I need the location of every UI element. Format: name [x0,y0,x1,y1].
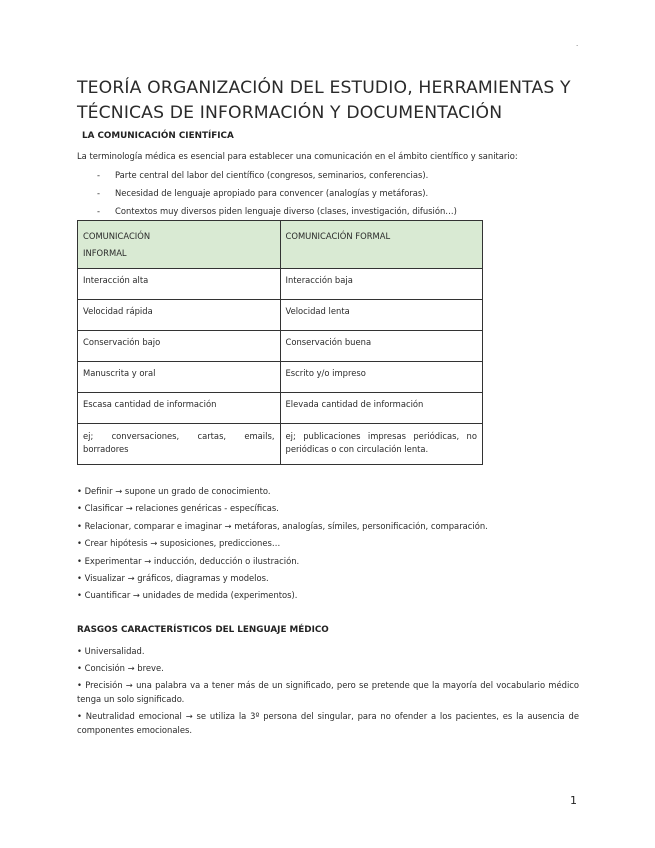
table-row [78,362,483,393]
cell-informal: Conservación bajo [78,331,281,362]
cell-formal: ej; publicaciones impresas periódicas, no periódicas o con circulación lenta. [280,424,483,465]
dash-marker: - [97,170,101,180]
header-formal: COMUNICACIÓN FORMAL [280,221,483,269]
dash-marker: - [97,206,101,216]
cell-formal: Escrito y/o impreso [280,362,483,393]
bullet-item: • Crear hipótesis → suposiciones, predicciones… [77,538,281,549]
header-informal-line2: INFORMAL [83,248,127,258]
bullet-item: • Definir → supone un grado de conocimiento. [77,486,271,496]
table-row [78,269,483,300]
trait-item: • Universalidad. [77,646,145,656]
bullet-item: • Visualizar → gráficos, diagramas y modelos. [77,572,269,583]
table-row [78,300,483,331]
bullet-item: • Clasificar → relaciones genéricas - específicas. [77,503,279,514]
skills-bullet-list [77,485,488,607]
table-row [78,424,483,465]
section-heading-rasgos: RASGOS CARACTERÍSTICOS DEL LENGUAJE MÉDICO [77,625,329,635]
cell-informal: ej; conversaciones, cartas, emails, borradores [78,424,281,465]
trait-item: • Concisión → breve. [77,663,164,673]
header-informal-line1: COMUNICACIÓN [83,231,151,241]
cell-formal: Interacción baja [280,269,483,300]
dash-list [97,168,457,222]
table-row [78,331,483,362]
list-item-text: Necesidad de lenguaje apropiado para convencer (analogías y metáforas). [115,188,429,198]
corner-mark: . [576,40,579,48]
table-row [78,393,483,424]
traits-list [77,644,579,740]
section-heading-comunicacion: LA COMUNICACIÓN CIENTÍFICA [82,131,234,141]
title-line-2: TÉCNICAS DE INFORMACIÓN Y DOCUMENTACIÓN [77,103,503,123]
dash-marker: - [97,188,101,198]
title-line-1: TEORÍA ORGANIZACIÓN DEL ESTUDIO, HERRAMIENTAS Y [77,78,571,98]
list-item [97,186,457,204]
header-informal [78,221,281,269]
trait-item: • Neutralidad emocional → se utiliza la 3º persona del singular, para no ofender a los pacientes, es la ausencia de componentes emocionales. [77,711,579,735]
bullet-item: • Cuantificar → unidades de medida (experimentos). [77,590,298,601]
document-title [77,76,597,126]
cell-formal: Elevada cantidad de información [280,393,483,424]
cell-informal: Interacción alta [78,269,281,300]
cell-formal: Velocidad lenta [280,300,483,331]
list-item-text: Contextos muy diversos piden lenguaje diverso (clases, investigación, difusión…) [115,206,457,216]
cell-informal: Manuscrita y oral [78,362,281,393]
intro-paragraph: La terminología médica es esencial para establecer una comunicación en el ámbito científico y sanitario: [77,151,518,161]
table-header-row [78,221,483,269]
bullet-item: • Relacionar, comparar e imaginar → metáforas, analogías, símiles, personificación, comparación. [77,520,488,531]
cell-informal: Velocidad rápida [78,300,281,331]
comparison-table [77,220,483,465]
cell-informal: Escasa cantidad de información [78,393,281,424]
page-number: 1 [570,794,577,807]
trait-item: • Precisión → una palabra va a tener más de un significado, pero se pretende que la mayoría del vocabulario médico tenga un solo significado. [77,680,579,704]
list-item [97,168,457,186]
cell-formal: Conservación buena [280,331,483,362]
list-item-text: Parte central del labor del científico (congresos, seminarios, conferencias). [115,170,429,180]
bullet-item: • Experimentar → inducción, deducción o ilustración. [77,555,300,566]
